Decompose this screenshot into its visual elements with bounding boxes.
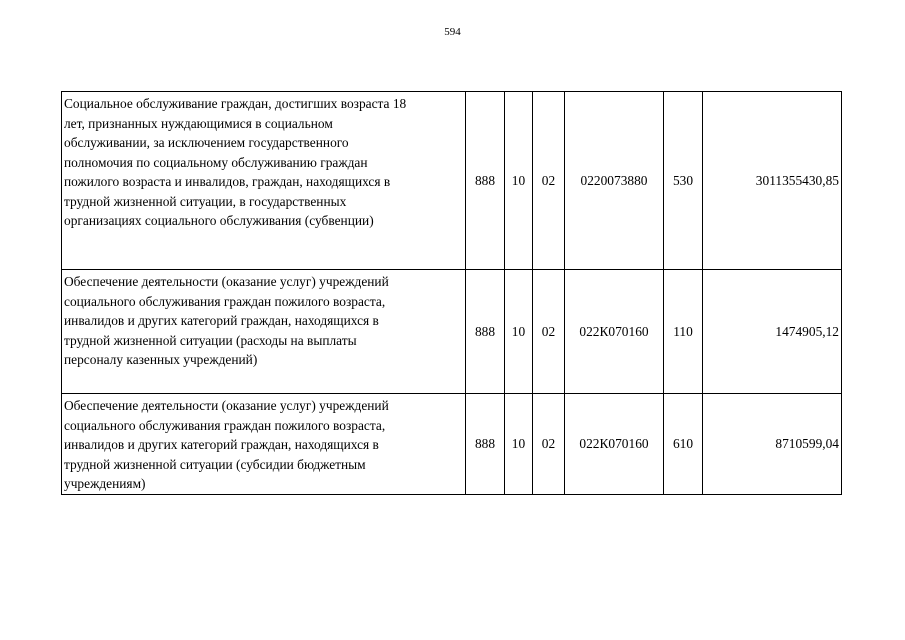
ministry-code: 888 [466, 270, 505, 394]
target-article-code: 0220073880 [565, 92, 664, 270]
subsection-code: 02 [533, 394, 565, 495]
page-number: 594 [444, 26, 461, 38]
expense-type-code: 610 [664, 394, 703, 495]
expense-type-code: 530 [664, 92, 703, 270]
subsection-code: 02 [533, 270, 565, 394]
target-article-code: 022К070160 [565, 270, 664, 394]
expense-description: Обеспечение деятельности (оказание услуг) учреждений социального обслуживания граждан пожилого возраста, инвалидов и других категорий граждан, находящихся в трудной жизненной ситуации (расходы на выплаты персоналу казенных учреждений) [62, 270, 466, 394]
expense-description: Обеспечение деятельности (оказание услуг) учреждений социального обслуживания граждан пожилого возраста, инвалидов и других категорий граждан, находящихся в трудной жизненной ситуации (субсидии бюджетным учреждениям) [62, 394, 466, 495]
subsection-code: 02 [533, 92, 565, 270]
amount-value: 1474905,12 [703, 270, 842, 394]
amount-value: 8710599,04 [703, 394, 842, 495]
section-code: 10 [505, 92, 533, 270]
table-row [62, 394, 842, 495]
section-code: 10 [505, 270, 533, 394]
amount-value: 3011355430,85 [703, 92, 842, 270]
section-code: 10 [505, 394, 533, 495]
budget-table [61, 91, 842, 495]
table-row [62, 92, 842, 270]
ministry-code: 888 [466, 92, 505, 270]
expense-description: Социальное обслуживание граждан, достигших возраста 18 лет, признанных нуждающимися в социальном обслуживании, за исключением государственного полномочия по социальному обслуживанию граждан пожилого возраста и инвалидов, граждан, находящихся в трудной жизненной ситуации, в государственных организациях социального обслуживания (субвенции) [62, 92, 466, 270]
expense-type-code: 110 [664, 270, 703, 394]
target-article-code: 022К070160 [565, 394, 664, 495]
ministry-code: 888 [466, 394, 505, 495]
table-row [62, 270, 842, 394]
